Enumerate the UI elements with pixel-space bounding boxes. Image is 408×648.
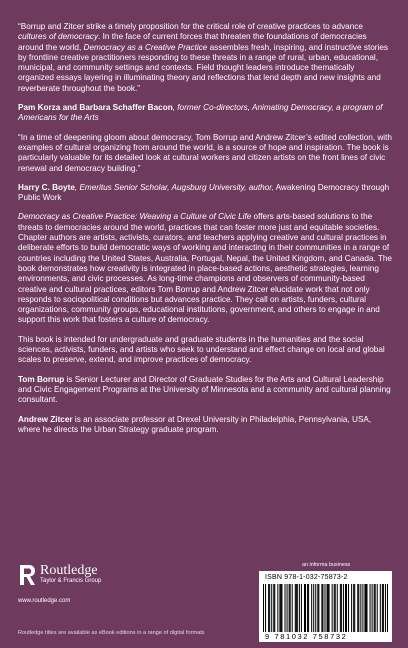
- book-description: [18, 212, 392, 325]
- description-text: offers arts-based solutions to the threats to democracies around the world, practices that can foster more just and equitable societies. Chapter authors are artists, activists, curators, and teachers applying creative and cultural practices in deliberate efforts to build democratic ways of working and interacting in their communities in a range of countries including the United States, Australia, Portugal, Nepal, the United Kingdom, and Canada. The book demonstrates how creativity is integrated in place-based actions, aesthetic strategies, learning environments, and civic processes. As long-time champions and observers of community-based creative and cultural practices, editors Tom Borrup and Andrew Zitcer elucidate work that not only responds to sociopolitical conditions but advances practice. They call on artists, funders, cultural organizations, community groups, educational institutions, government, and others to engage in and support this work that fosters a culture of democracy.: [18, 212, 392, 325]
- publisher-group: Taylor & Francis Group: [40, 578, 102, 584]
- quote1-text-b: . In the face of current forces that threaten the foundations of democracies around the world,: [18, 32, 367, 52]
- bio-tom-borrup: [18, 375, 392, 406]
- quote1-emphasis-a: cultures of democracy: [18, 32, 99, 42]
- quote1-emphasis-b: Democracy as a Creative Practice: [83, 42, 208, 52]
- routledge-r-icon: [18, 564, 36, 586]
- attrib1-role: , former Co-directors, Animating Democracy, a program of Americans for the Arts: [18, 103, 383, 123]
- back-cover-text: [18, 22, 392, 444]
- quote1-text-a: “Borrup and Zitcer strike a timely proposition for the critical role of creative practices to advance: [18, 22, 363, 31]
- barcode-digits: 9 781032 758732: [265, 632, 348, 641]
- attrib1-name: Pam Korza and Barbara Schaffer Bacon: [18, 103, 173, 113]
- barcode-panel: [259, 571, 392, 642]
- endorsement-attribution-2: [18, 183, 392, 204]
- attrib2-book: Awakening Democracy through Public Work: [18, 182, 390, 203]
- bio2-text: is an associate professor at Drexel University in Philadelphia, Pennsylvania, USA, where he directs the Urban Strategy graduate program.: [18, 414, 372, 434]
- endorsement-quote-1: [18, 22, 392, 94]
- ebook-note: Routledge titles are available as eBook editions in a range of digital formats: [18, 630, 205, 636]
- bio1-text: is Senior Lecturer and Director of Graduate Studies for the Arts and Cultural Leadership and Civic Engagement Programs at the University of Minnesota and a community and cultural planning consultant.: [18, 374, 391, 405]
- bio-andrew-zitcer: [18, 415, 392, 436]
- book-title-italic: Democracy as Creative Practice: Weaving a Culture of Civic Life: [18, 212, 252, 222]
- attrib2-role: , Emeritus Senior Scholar, Augsburg University, author,: [74, 182, 274, 192]
- quote2-text: “In a time of deepening gloom about democracy, Tom Borrup and Andrew Zitcer’s edited collection, with examples of cultural organizing from around the world, is a source of hope and inspiration. The book is particularly valuable for its detailed look at cultural workers and citizen artists on the front lines of civic renewal and democracy building.”: [18, 132, 392, 173]
- publisher-name: Routledge: [40, 563, 98, 578]
- routledge-logo: [18, 563, 138, 593]
- bio2-name: Andrew Zitcer: [18, 414, 73, 424]
- barcode-icon: [263, 584, 388, 632]
- publisher-url[interactable]: www.routledge.com: [18, 598, 71, 604]
- bio1-name: Tom Borrup: [18, 374, 65, 384]
- isbn-label: ISBN 978-1-032-75873-2: [265, 574, 348, 581]
- quote1-text-c: assembles fresh, inspiring, and instructive stories by frontline creative practitioners responding to these threats in a range of rural, urban, educational, municipal, and community settings and contexts. Field thought leaders introduce thematically organized essays layering in illuminating theory and reflections that lend depth and new insights and reverberate throughout the book.”: [18, 42, 388, 93]
- attrib2-name: Harry C. Boyte: [18, 182, 75, 192]
- endorsement-quote-2: [18, 133, 392, 174]
- informa-tagline: an informa business: [302, 562, 351, 568]
- audience-paragraph: This book is intended for undergraduate and graduate students in the humanities and the social sciences, activists, funders, and artists who seek to understand and effect change on local and global scales to preserve, extend, and improve practices of democracy.: [18, 334, 385, 365]
- endorsement-attribution-1: [18, 103, 392, 124]
